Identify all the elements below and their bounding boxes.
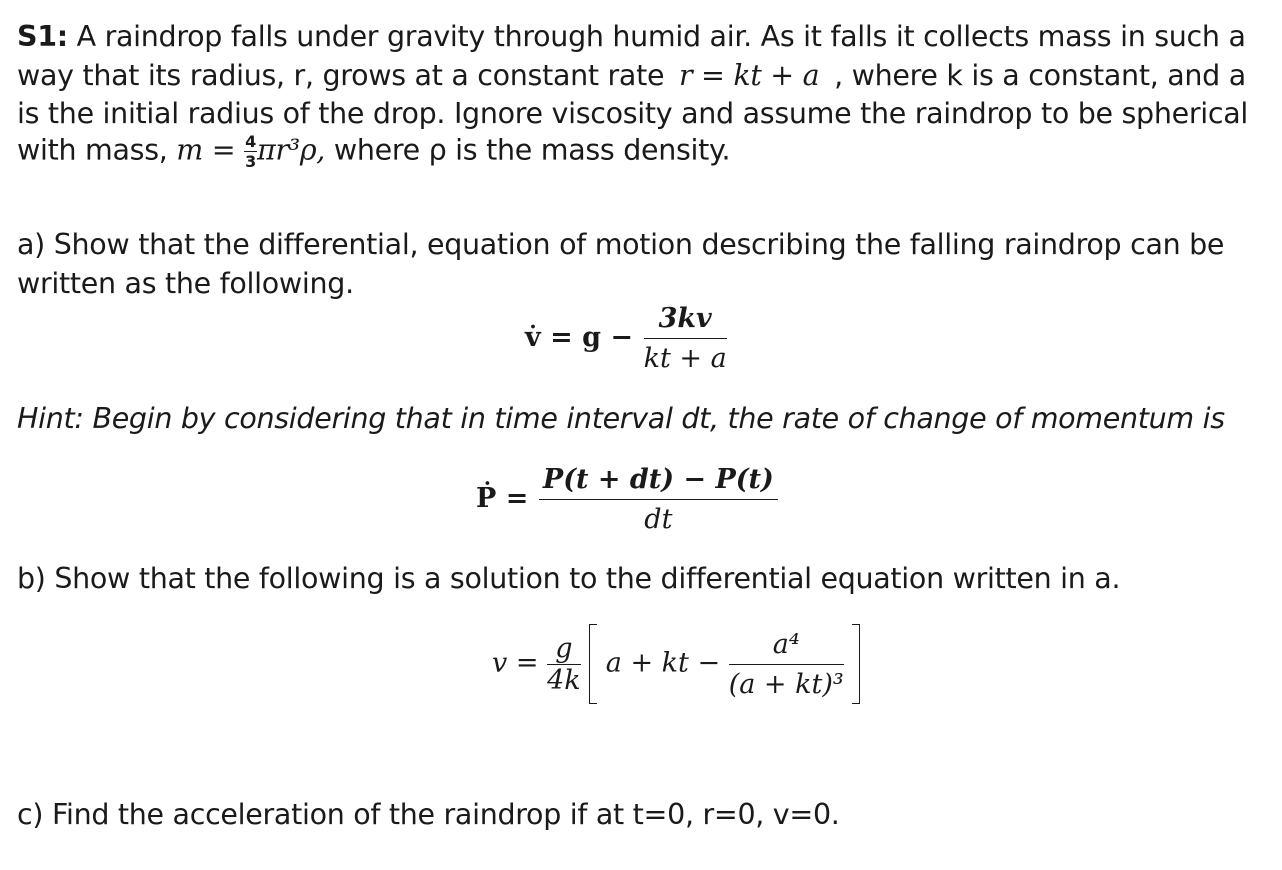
part-a-line-1: a) Show that the differential, equation of motion describing the falling raindrop can be [17, 228, 1225, 261]
right-bracket [852, 624, 860, 704]
problem-text-4a: with mass, [17, 133, 168, 167]
part-b-frac-num: g [547, 633, 581, 665]
mass-eq-rhs: πr³ρ, [256, 133, 326, 167]
hint-text: Hint: Begin by considering that in time interval dt, the rate of change of momentum is [17, 402, 1225, 435]
mass-fraction [244, 132, 257, 171]
mass-frac-num: 4 [245, 132, 256, 151]
part-b-inner: a + kt − [605, 647, 721, 679]
mass-frac-den: 3 [245, 152, 256, 171]
part-b-inner-den: (a + kt)³ [728, 668, 844, 700]
hint-eq-den: dt [644, 504, 673, 535]
part-a-line-2: written as the following. [17, 267, 354, 300]
part-b-frac-den: 4k [547, 664, 581, 696]
part-a-equation [525, 303, 727, 374]
problem-text-4b: where ρ is the mass density. [333, 133, 731, 167]
part-a-eq-fraction [644, 303, 727, 374]
problem-text-1: A raindrop falls under gravity through humid air. As it falls it collects mass in such a [76, 20, 1246, 53]
problem-line-4 [17, 132, 730, 171]
problem-line-3: is the initial radius of the drop. Ignore viscosity and assume the raindrop to be spherical [17, 97, 1249, 130]
part-b-inner-num: a⁴ [729, 629, 844, 665]
part-c-line-1: c) Find the acceleration of the raindrop if at t=0, r=0, v=0. [17, 798, 840, 831]
hint-eq-num: P(t + dt) − P(t) [539, 464, 778, 500]
problem-text-2a: way that its radius, r, grows at a constant rate [17, 59, 665, 92]
part-a-eq-lhs: v̇ = g − [525, 322, 634, 353]
part-b-equation [492, 624, 860, 704]
problem-line-2 [17, 59, 1246, 92]
problem-label: S1: [17, 20, 68, 53]
part-a-eq-den: kt + a [643, 343, 727, 374]
part-b-eq-lhs: v = [492, 647, 539, 679]
part-a-eq-num: 3kv [644, 303, 727, 339]
problem-line-1 [17, 20, 1246, 53]
problem-text-2b: , where k is a constant, and a [834, 59, 1246, 92]
mass-eq-lhs: m = [176, 133, 236, 167]
part-b-eq-fraction [547, 633, 581, 696]
radius-equation: r = kt + a [678, 59, 820, 92]
left-bracket [589, 624, 597, 704]
hint-equation [476, 464, 778, 535]
hint-eq-lhs: Ṗ = [476, 483, 529, 514]
part-b-inner-fraction [729, 629, 844, 700]
part-b-line-1: b) Show that the following is a solution to the differential equation written in a. [17, 562, 1121, 595]
hint-eq-fraction [539, 464, 778, 535]
